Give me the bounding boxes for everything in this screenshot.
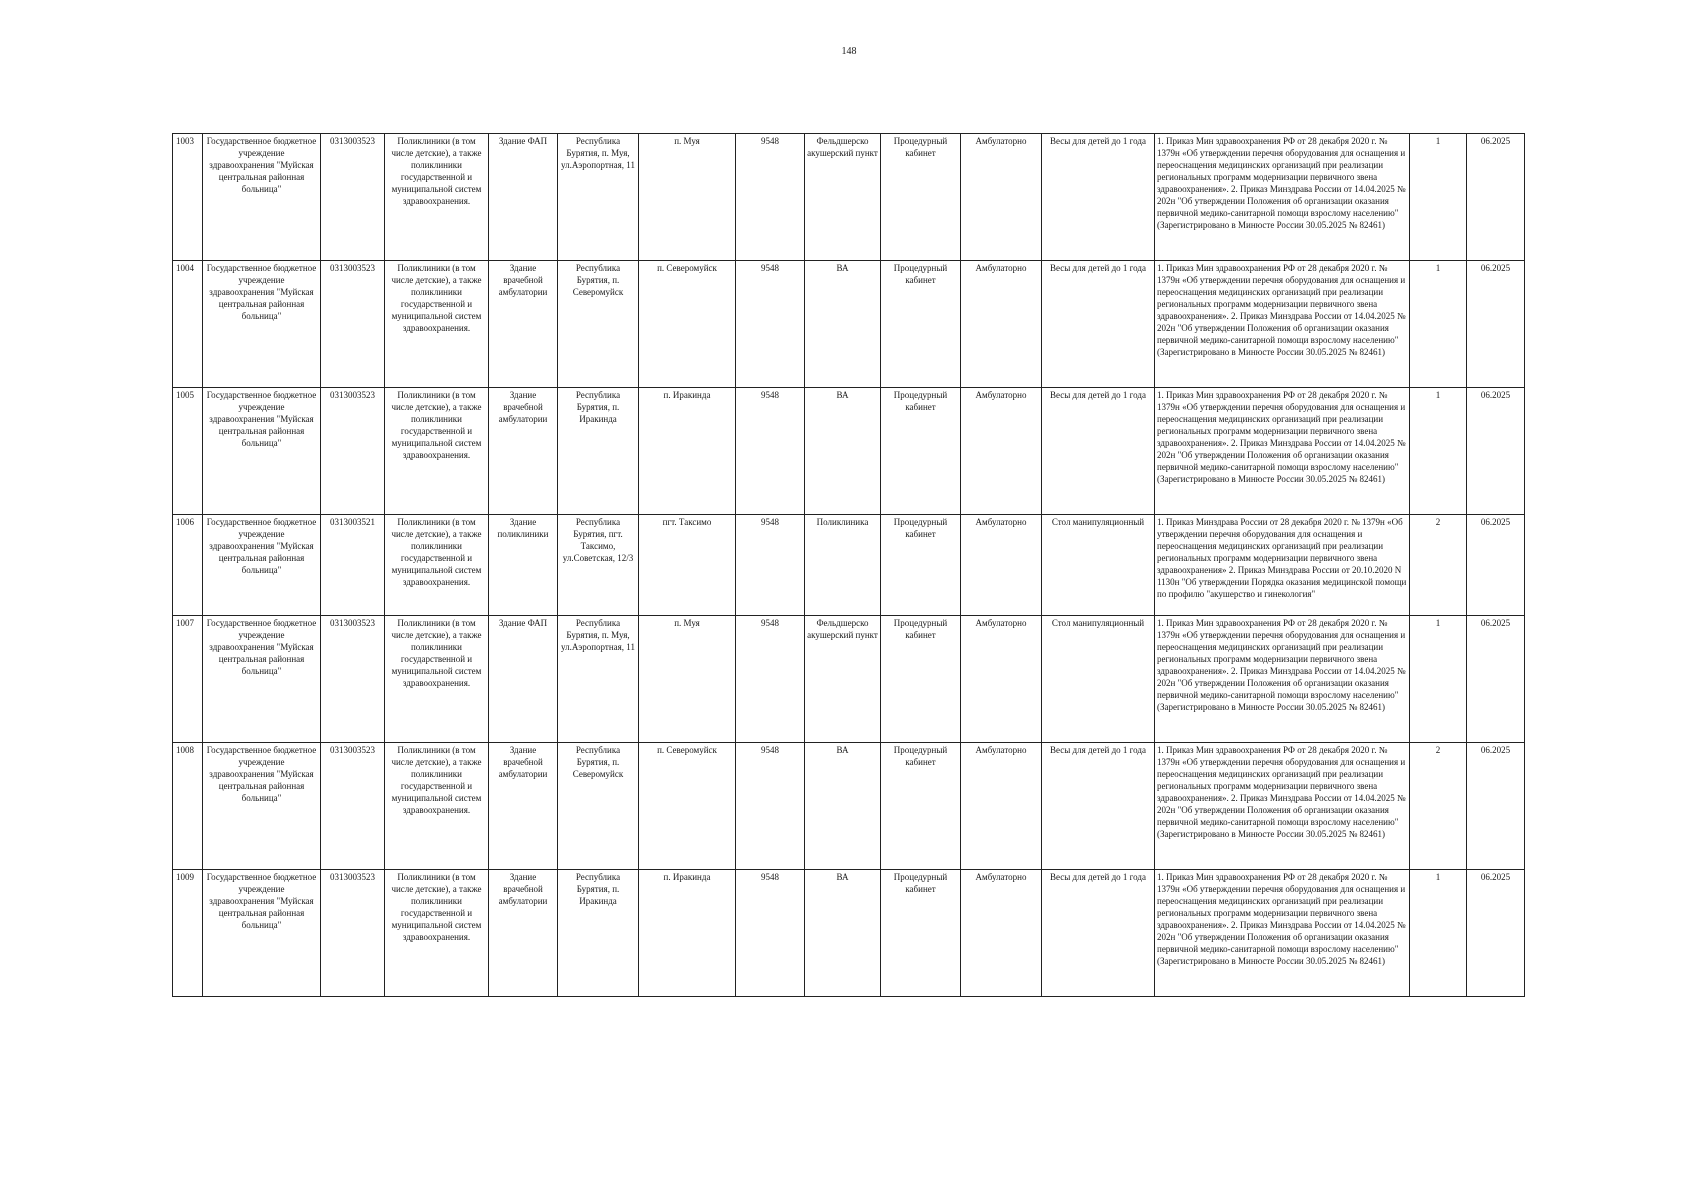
table-row [173, 388, 1525, 515]
regulation-cell: 1. Приказ Мин здравоохранения РФ от 28 декабря 2020 г. № 1379н «Об утверждении перечня оборудования для оснащения и переоснащения медицинских организаций при реализации региональных программ модернизации первичного звена здравоохранения». 2. Приказ Минздрава России от 14.04.2025 № 202н "Об утверждении Положения об организации оказания первичной медико-санитарной помощи взрослому населению" (Зарегистрировано в Минюсте России 30.05.2025 № 82461) [1155, 743, 1410, 870]
quantity-cell: 1 [1410, 261, 1467, 388]
unit-cell: ВА [805, 388, 881, 515]
category-cell: Поликлиники (в том числе детские), а также поликлиники государственной и муниципальной систем здравоохранения. [385, 515, 489, 616]
category-cell: Поликлиники (в том числе детские), а также поликлиники государственной и муниципальной систем здравоохранения. [385, 388, 489, 515]
date-cell: 06.2025 [1467, 870, 1525, 997]
category-cell: Поликлиники (в том числе детские), а также поликлиники государственной и муниципальной систем здравоохранения. [385, 616, 489, 743]
date-cell: 06.2025 [1467, 388, 1525, 515]
mode-cell: Амбулаторно [961, 515, 1042, 616]
settlement-cell: п. Муя [639, 616, 736, 743]
building-cell: Здание врачебной амбулатории [489, 261, 558, 388]
equipment-cell: Весы для детей до 1 года [1042, 870, 1155, 997]
quantity-cell: 2 [1410, 515, 1467, 616]
settlement-cell: п. Северомуйск [639, 743, 736, 870]
code-cell: 9548 [736, 388, 805, 515]
equipment-registry-table [172, 133, 1525, 997]
inn-cell: 0313003523 [321, 261, 385, 388]
date-cell: 06.2025 [1467, 261, 1525, 388]
equipment-cell: Весы для детей до 1 года [1042, 134, 1155, 261]
row-number: 1009 [173, 870, 203, 997]
mode-cell: Амбулаторно [961, 261, 1042, 388]
room-cell: Процедурный кабинет [881, 870, 961, 997]
code-cell: 9548 [736, 870, 805, 997]
mode-cell: Амбулаторно [961, 616, 1042, 743]
settlement-cell: п. Иракинда [639, 388, 736, 515]
organization-cell: Государственное бюджетное учреждение здравоохранения "Муйская центральная районная больница" [203, 515, 321, 616]
equipment-cell: Стол манипуляционный [1042, 515, 1155, 616]
regulation-cell: 1. Приказ Мин здравоохранения РФ от 28 декабря 2020 г. № 1379н «Об утверждении перечня оборудования для оснащения и переоснащения медицинских организаций при реализации региональных программ модернизации первичного звена здравоохранения». 2. Приказ Минздрава России от 14.04.2025 № 202н "Об утверждении Положения об организации оказания первичной медико-санитарной помощи взрослому населению" (Зарегистрировано в Минюсте России 30.05.2025 № 82461) [1155, 388, 1410, 515]
settlement-cell: пгт. Таксимо [639, 515, 736, 616]
row-number: 1007 [173, 616, 203, 743]
building-cell: Здание врачебной амбулатории [489, 870, 558, 997]
category-cell: Поликлиники (в том числе детские), а также поликлиники государственной и муниципальной систем здравоохранения. [385, 870, 489, 997]
quantity-cell: 1 [1410, 388, 1467, 515]
table-row [173, 134, 1525, 261]
category-cell: Поликлиники (в том числе детские), а также поликлиники государственной и муниципальной систем здравоохранения. [385, 261, 489, 388]
inn-cell: 0313003523 [321, 616, 385, 743]
building-cell: Здание врачебной амбулатории [489, 743, 558, 870]
quantity-cell: 1 [1410, 870, 1467, 997]
date-cell: 06.2025 [1467, 616, 1525, 743]
regulation-cell: 1. Приказ Минздрава России от 28 декабря 2020 г. № 1379н «Об утверждении перечня оборудования для оснащения и переоснащения медицинских организаций при реализации региональных программ модернизации первичного звена здравоохранения» 2. Приказ Минздрава России от 20.10.2020 N 1130н "Об утверждении Порядка оказания медицинской помощи по профилю "акушерство и гинекология" [1155, 515, 1410, 616]
regulation-cell: 1. Приказ Мин здравоохранения РФ от 28 декабря 2020 г. № 1379н «Об утверждении перечня оборудования для оснащения и переоснащения медицинских организаций при реализации региональных программ модернизации первичного звена здравоохранения». 2. Приказ Минздрава России от 14.04.2025 № 202н "Об утверждении Положения об организации оказания первичной медико-санитарной помощи взрослому населению" (Зарегистрировано в Минюсте России 30.05.2025 № 82461) [1155, 870, 1410, 997]
regulation-cell: 1. Приказ Мин здравоохранения РФ от 28 декабря 2020 г. № 1379н «Об утверждении перечня оборудования для оснащения и переоснащения медицинских организаций при реализации региональных программ модернизации первичного звена здравоохранения». 2. Приказ Минздрава России от 14.04.2025 № 202н "Об утверждении Положения об организации оказания первичной медико-санитарной помощи взрослому населению" (Зарегистрировано в Минюсте России 30.05.2025 № 82461) [1155, 261, 1410, 388]
category-cell: Поликлиники (в том числе детские), а также поликлиники государственной и муниципальной систем здравоохранения. [385, 743, 489, 870]
equipment-cell: Стол манипуляционный [1042, 616, 1155, 743]
room-cell: Процедурный кабинет [881, 515, 961, 616]
unit-cell: ВА [805, 870, 881, 997]
inn-cell: 0313003523 [321, 388, 385, 515]
unit-cell: Фельдшерско акушерский пункт [805, 616, 881, 743]
quantity-cell: 1 [1410, 134, 1467, 261]
organization-cell: Государственное бюджетное учреждение здравоохранения "Муйская центральная районная больница" [203, 134, 321, 261]
address-cell: Республика Бурятия, п. Северомуйск [558, 743, 639, 870]
mode-cell: Амбулаторно [961, 870, 1042, 997]
row-number: 1005 [173, 388, 203, 515]
equipment-cell: Весы для детей до 1 года [1042, 261, 1155, 388]
organization-cell: Государственное бюджетное учреждение здравоохранения "Муйская центральная районная больница" [203, 870, 321, 997]
unit-cell: ВА [805, 743, 881, 870]
inn-cell: 0313003523 [321, 870, 385, 997]
regulation-cell: 1. Приказ Мин здравоохранения РФ от 28 декабря 2020 г. № 1379н «Об утверждении перечня оборудования для оснащения и переоснащения медицинских организаций при реализации региональных программ модернизации первичного звена здравоохранения». 2. Приказ Минздрава России от 14.04.2025 № 202н "Об утверждении Положения об организации оказания первичной медико-санитарной помощи взрослому населению" (Зарегистрировано в Минюсте России 30.05.2025 № 82461) [1155, 134, 1410, 261]
quantity-cell: 1 [1410, 616, 1467, 743]
page-number: 148 [841, 46, 857, 57]
room-cell: Процедурный кабинет [881, 743, 961, 870]
room-cell: Процедурный кабинет [881, 388, 961, 515]
address-cell: Республика Бурятия, п. Северомуйск [558, 261, 639, 388]
organization-cell: Государственное бюджетное учреждение здравоохранения "Муйская центральная районная больница" [203, 388, 321, 515]
address-cell: Республика Бурятия, п. Муя, ул.Аэропортная, 11 [558, 616, 639, 743]
settlement-cell: п. Муя [639, 134, 736, 261]
unit-cell: Поликлиника [805, 515, 881, 616]
category-cell: Поликлиники (в том числе детские), а также поликлиники государственной и муниципальной систем здравоохранения. [385, 134, 489, 261]
inn-cell: 0313003523 [321, 743, 385, 870]
code-cell: 9548 [736, 515, 805, 616]
mode-cell: Амбулаторно [961, 743, 1042, 870]
address-cell: Республика Бурятия, п. Иракинда [558, 388, 639, 515]
room-cell: Процедурный кабинет [881, 134, 961, 261]
table-row [173, 743, 1525, 870]
unit-cell: Фельдшерско акушерский пункт [805, 134, 881, 261]
building-cell: Здание ФАП [489, 616, 558, 743]
code-cell: 9548 [736, 134, 805, 261]
organization-cell: Государственное бюджетное учреждение здравоохранения "Муйская центральная районная больница" [203, 616, 321, 743]
mode-cell: Амбулаторно [961, 388, 1042, 515]
code-cell: 9548 [736, 743, 805, 870]
room-cell: Процедурный кабинет [881, 261, 961, 388]
table-row [173, 616, 1525, 743]
settlement-cell: п. Северомуйск [639, 261, 736, 388]
unit-cell: ВА [805, 261, 881, 388]
row-number: 1008 [173, 743, 203, 870]
row-number: 1004 [173, 261, 203, 388]
table-row [173, 515, 1525, 616]
code-cell: 9548 [736, 261, 805, 388]
date-cell: 06.2025 [1467, 134, 1525, 261]
settlement-cell: п. Иракинда [639, 870, 736, 997]
row-number: 1006 [173, 515, 203, 616]
building-cell: Здание поликлиники [489, 515, 558, 616]
room-cell: Процедурный кабинет [881, 616, 961, 743]
mode-cell: Амбулаторно [961, 134, 1042, 261]
organization-cell: Государственное бюджетное учреждение здравоохранения "Муйская центральная районная больница" [203, 743, 321, 870]
date-cell: 06.2025 [1467, 743, 1525, 870]
row-number: 1003 [173, 134, 203, 261]
equipment-cell: Весы для детей до 1 года [1042, 388, 1155, 515]
building-cell: Здание ФАП [489, 134, 558, 261]
table-row [173, 261, 1525, 388]
inn-cell: 0313003523 [321, 134, 385, 261]
date-cell: 06.2025 [1467, 515, 1525, 616]
quantity-cell: 2 [1410, 743, 1467, 870]
address-cell: Республика Бурятия, п. Муя, ул.Аэропортная, 11 [558, 134, 639, 261]
address-cell: Республика Бурятия, п. Иракинда [558, 870, 639, 997]
building-cell: Здание врачебной амбулатории [489, 388, 558, 515]
regulation-cell: 1. Приказ Мин здравоохранения РФ от 28 декабря 2020 г. № 1379н «Об утверждении перечня оборудования для оснащения и переоснащения медицинских организаций при реализации региональных программ модернизации первичного звена здравоохранения». 2. Приказ Минздрава России от 14.04.2025 № 202н "Об утверждении Положения об организации оказания первичной медико-санитарной помощи взрослому населению" (Зарегистрировано в Минюсте России 30.05.2025 № 82461) [1155, 616, 1410, 743]
table-row [173, 870, 1525, 997]
code-cell: 9548 [736, 616, 805, 743]
inn-cell: 0313003521 [321, 515, 385, 616]
equipment-cell: Весы для детей до 1 года [1042, 743, 1155, 870]
organization-cell: Государственное бюджетное учреждение здравоохранения "Муйская центральная районная больница" [203, 261, 321, 388]
address-cell: Республика Бурятия, пгт. Таксимо, ул.Советская, 12/3 [558, 515, 639, 616]
